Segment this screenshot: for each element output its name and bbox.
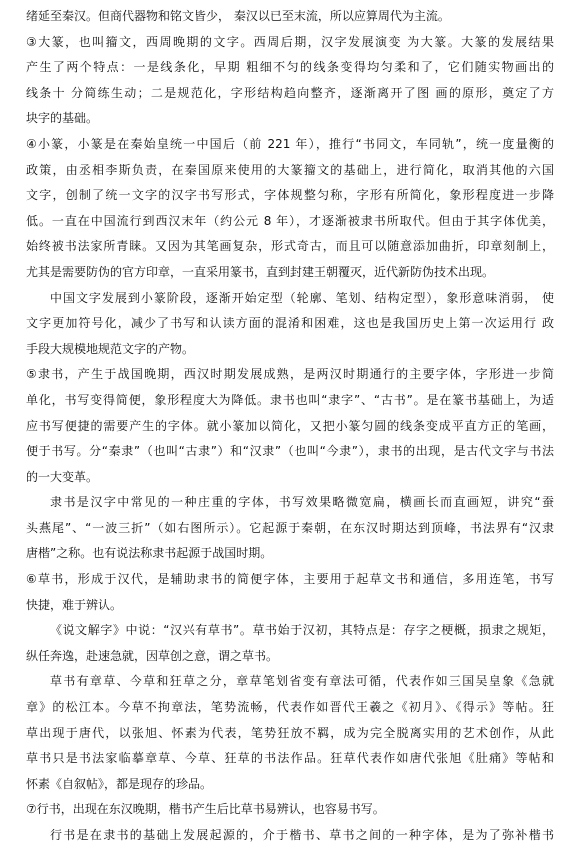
document-page — [26, 0, 554, 862]
text-line: 低。一直在中国流行到西汉末年（约公元 8 年），才逐渐被隶书所取代。但由于其字体优美， — [26, 213, 554, 228]
text-line: 草书只是书法家临摹章草、今草、狂草的书法作品。狂草代表作如唐代张旭《肚痛》等帖和 — [26, 751, 554, 766]
text-line: 草书有章草、今草和狂草之分，章草笔划省变有章法可循，代表作如三国吴皇象《急就 — [50, 674, 554, 689]
text-line: 政策，由丞相李斯负责，在秦国原来使用的大篆籀文的基础上，进行简化，取消其他的六国 — [26, 162, 554, 177]
text-line: 单化，书写变得简便，象形程度大为降低。隶书也叫“隶字”、“古书”。是在篆书基础上，为适 — [26, 392, 554, 407]
text-line: 应书写便捷的需要产生的字体。就小篆加以简化，又把小篆匀圆的线条变成平直方正的笔画， — [26, 418, 554, 433]
text-line: 《说文解字》中说：“汉兴有草书”。草书始于汉初，其特点是：存字之梗概，损隶之规矩， — [50, 623, 554, 638]
text-line: 产生了两个特点：一是线条化，早期 粗细不匀的线条变得均匀柔和了，它们随实物画出的 — [26, 60, 554, 75]
text-line: 中国文字发展到小篆阶段，逐渐开始定型（轮廓、笔划、结构定型），象形意味消弱， 使 — [50, 290, 554, 305]
text-line: 手段大规模地规范文字的产物。 — [26, 341, 195, 356]
text-line: 始终被书法家所青睐。又因为其笔画复杂，形式奇古，而且可以随意添加曲折，印章刻制上， — [26, 239, 554, 254]
text-line: 文字更加符号化，减少了书写和认读方面的混淆和困难，这也是我国历史上第一次运用行 政 — [26, 316, 554, 331]
text-line: 文字，创制了统一文字的汉字书写形式，字体规整匀称，字形有所简化，象形程度进一步降 — [26, 188, 554, 203]
text-line: 头燕尾”、“一波三折”（如右图所示）。它起源于秦朝，在东汉时期达到顶峰，书法界有“汉隶 — [26, 520, 554, 535]
text-line: ⑤隶书，产生于战国晚期，西汉时期发展成熟，是两汉时期通行的主要字体，字形进一步简 — [26, 367, 554, 382]
text-line: 块字的基础。 — [26, 111, 99, 126]
text-line: 唐楷”之称。也有说法称隶书起源于战国时期。 — [26, 546, 273, 561]
text-line: 怀素《自叙帖》，都是现存的珍品。 — [26, 776, 213, 791]
text-line: 尤其是需要防伪的官方印章，一直采用篆书，直到封建王朝覆灭，近代新防伪技术出现。 — [26, 264, 495, 279]
text-line: 草出现于唐代，以张旭、怀素为代表，笔势狂放不羁，成为完全脱离实用的艺术创作，从此 — [26, 725, 554, 740]
text-line: ⑦行书，出现在东汉晚期，楷书产生后比草书易辨认，也容易书写。 — [26, 802, 385, 817]
text-line: 章》的松江本。今草不拘章法，笔势流畅，代表作如晋代王羲之《初月》、《得示》等帖。狂 — [26, 700, 554, 715]
text-line: ⑥草书，形成于汉代，是辅助隶书的简便字体，主要用于起草文书和通信，多用连笔，书写 — [26, 572, 554, 587]
text-line: 隶书是汉字中常见的一种庄重的字体，书写效果略微宽扁，横画长而直画短，讲究“蚕 — [50, 495, 554, 510]
text-line: 线条十 分简练生动；二是规范化，字形结构趋向整齐，逐渐离开了图 画的原形，奠定了方 — [26, 85, 554, 100]
text-line: 绪延至秦汉。但商代器物和铭文皆少， 秦汉以已至末流，所以应算周代为主流。 — [26, 9, 450, 23]
text-line: ④小篆，小篆是在秦始皇统一中国后（前 221 年），推行“书同文，车同轨”，统一度量衡的 — [26, 136, 554, 151]
text-line: 行书是在隶书的基础上发展起源的，介于楷书、草书之间的一种字体，是为了弥补楷书 — [50, 828, 554, 842]
text-line: 快捷，难于辨认。 — [26, 597, 123, 612]
text-line: 便于书写。分“秦隶”（也叫“古隶”）和“汉隶”（也叫“今隶”），隶书的出现，是古代文字与书法 — [26, 444, 554, 459]
text-line: 的一大变革。 — [26, 469, 99, 484]
text-line: ③大篆，也叫籀文，西周晚期的文字。西周后期，汉字发展演变 为大篆。大篆的发展结果 — [26, 34, 554, 49]
text-line: 纵任奔逸，赴速急就，因草创之意，谓之草书。 — [26, 648, 279, 663]
